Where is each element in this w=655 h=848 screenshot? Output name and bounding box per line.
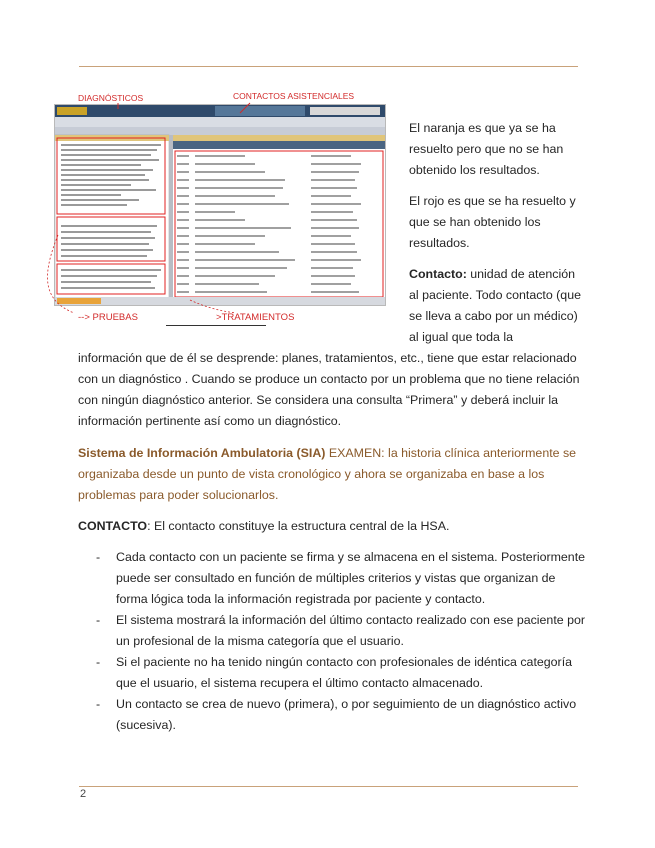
contacto-heading-text: : El contacto constituye la estructura central de la HSA. (147, 519, 450, 533)
list-item: - Si el paciente no ha tenido ningún contacto con profesionales de idéntica categoría que el usuario, el sistema recupera el último contacto almacenado. (96, 655, 573, 690)
sia-text: EXAMEN: la historia clínica anteriormente se organizaba desde un punto de vista cronológico y ahora se organizaba en base a los problemas para poder solucionarlos. (78, 446, 577, 502)
label-contactos-asistenciales: CONTACTOS ASISTENCIALES (233, 91, 355, 101)
contacto-paragraph-continued: información que de él se desprende: planes, tratamientos, etc., tiene que estar relacionado con un diagnóstico . Cuando se produce un contacto por un problema que no tiene relación con ningún diagnóstico anterior. Se considera una consulta “Primera” y deberá incluir la información pertinente así como un diagnóstico. (78, 351, 580, 428)
contacto-term: Contacto: (409, 267, 467, 281)
side-paragraph-rojo: El rojo es que se ha resuelto y que se han obtenido los resultados. (409, 194, 576, 250)
sia-title: Sistema de Información Ambulatoria (SIA) (78, 446, 326, 460)
list-item: - El sistema mostrará la información del último contacto realizado con ese paciente por un profesional de la misma categoría que el usuario. (96, 613, 586, 648)
figure-annotation-arrows (40, 95, 290, 325)
label-tratamientos: >TRATAMIENTOS (216, 312, 295, 323)
contacto-heading-paragraph (78, 516, 588, 537)
header-rule (79, 66, 578, 67)
separator-line (166, 325, 266, 326)
sia-paragraph (78, 443, 588, 506)
label-diagnosticos: DIAGNÓSTICOS (78, 93, 144, 103)
page-number: 2 (80, 788, 87, 800)
list-item: - Cada contacto con un paciente se firma y se almacena en el sistema. Posteriormente puede ser consultado en función de múltiples criterios y vistas que organizan de forma lógica toda la información registrada por paciente y contacto. (96, 550, 586, 606)
list-item: - Un contacto se crea de nuevo (primera), o por seguimiento de un diagnóstico activo (sucesiva). (96, 697, 577, 732)
side-paragraph-contacto (409, 264, 587, 348)
side-paragraph-naranja: El naranja es que ya se ha resuelto pero que no se han obtenido los resultados. (409, 121, 564, 177)
contacto-bullet-list (96, 547, 586, 736)
footer-rule (79, 786, 578, 787)
label-pruebas: --> PRUEBAS (78, 312, 138, 323)
contacto-definition: unidad de atención al paciente. Todo contacto (que se lleva a cabo por un médico) al igual que toda la (409, 267, 581, 344)
contacto-heading: CONTACTO (78, 519, 148, 533)
